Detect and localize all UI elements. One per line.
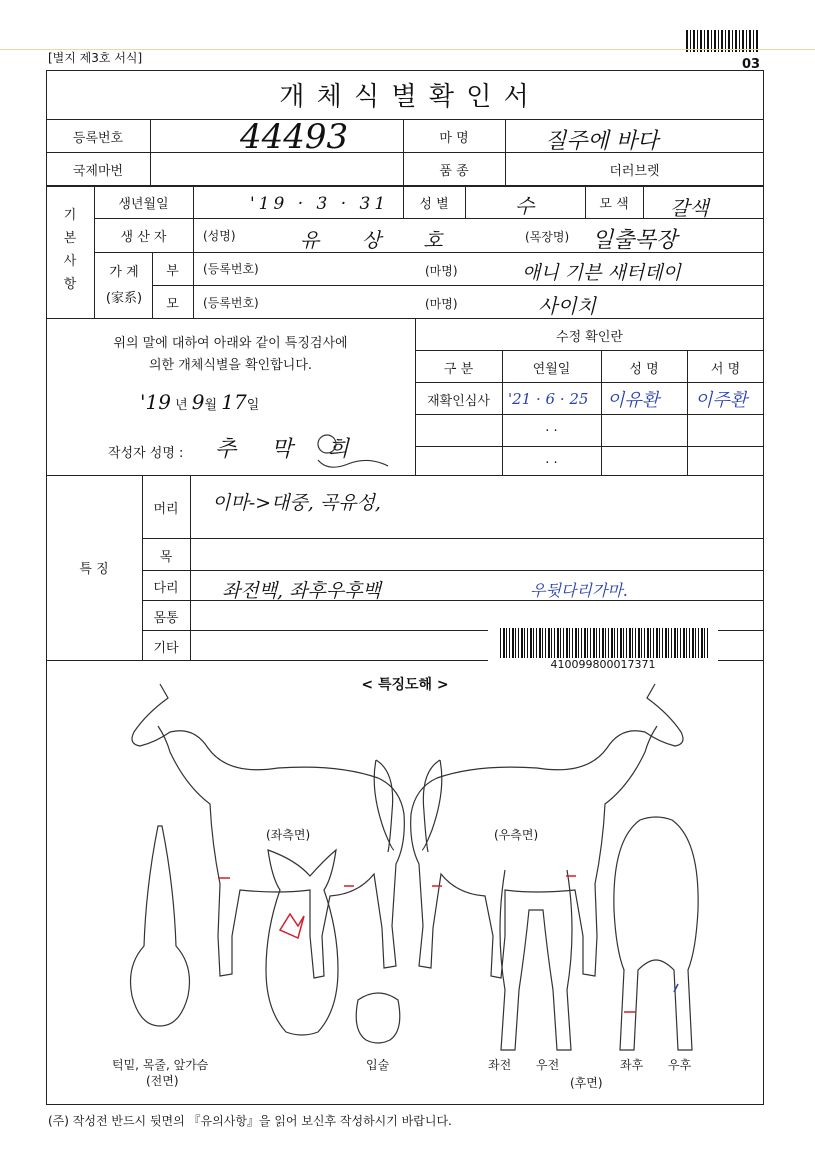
footer-note: (주) 작성전 반드시 뒷면의 『유의사항』을 읽어 보신후 작성하시기 바랍니다. (48, 1114, 452, 1128)
confirm-statement: 위의 말에 대하여 아래와 같이 특징검사에 의한 개체식별을 확인합니다. (113, 336, 348, 373)
breed-value: 더러브렛 (609, 164, 660, 179)
barcode-bars (500, 628, 710, 658)
horse-name-value: 질주에 바다 (545, 129, 659, 154)
birth-date-value: '19 · 3 · 31 (250, 194, 390, 214)
rear-left-caption: 좌후 (620, 1058, 644, 1072)
revision-row1-sign: 이주환 (695, 390, 748, 411)
left-side-caption: (좌측면) (266, 828, 311, 842)
sire-label: 부 (166, 264, 179, 279)
muzzle-caption: 입술 (366, 1058, 390, 1072)
revision-header-sign: 서 명 (710, 362, 741, 377)
dam-label: 모 (166, 297, 179, 312)
revision-row1-type: 재확인심사 (427, 394, 490, 409)
revision-title: 수정 확인란 (556, 330, 623, 345)
feature-label-body: 몸통 (153, 611, 179, 626)
page-title: 개 체 식 별 확 인 서 (279, 82, 531, 112)
diagram-title: < 특징도해 > (361, 677, 449, 693)
reg-no-label: 등록번호 (72, 131, 124, 146)
rear-view-caption: (후면) (570, 1076, 603, 1090)
farm-name-label: (목장명) (525, 230, 570, 244)
revision-row3-date: · · (545, 456, 558, 471)
coat-color-label: 모 색 (599, 197, 629, 212)
reg-no-value: 44493 (240, 117, 349, 157)
header-rule (0, 49, 815, 50)
revision-header-type: 구 분 (443, 362, 474, 377)
feature-label-other: 기타 (153, 641, 179, 656)
revision-row1-name: 이유환 (607, 390, 660, 411)
horse-name-label: 마 명 (439, 131, 469, 146)
producer-name-label: (성명) (203, 229, 236, 243)
revision-header-name: 성 명 (629, 362, 659, 377)
feature-value-legs: 좌전백, 좌후우후백 (222, 580, 381, 602)
lineage-label: 가 계 (家系) (105, 265, 143, 306)
front-view-label: (전면) (146, 1074, 179, 1088)
revision-row2-date: · · (545, 424, 558, 439)
writer-label: 작성자 성명 : (108, 446, 184, 461)
coat-color-value: 갈색 (670, 196, 709, 220)
farm-name-value: 일출목장 (592, 228, 678, 253)
producer-name-value: 유 상 호 (300, 228, 461, 252)
revision-row1-date: '21 · 6 · 25 (508, 390, 589, 408)
features-section-label: 특 징 (79, 562, 109, 577)
revision-header-date: 연월일 (532, 362, 571, 377)
form-number-label: [별지 제3호 서식] (48, 51, 143, 65)
right-side-caption: (우측면) (494, 828, 539, 842)
dam-name-label: (마명) (425, 297, 458, 311)
rear-right-caption: 우후 (668, 1058, 692, 1072)
writer-signature: 추 막 희 (215, 437, 363, 462)
feature-label-legs: 다리 (153, 581, 179, 596)
front-left-caption: 좌전 (488, 1058, 512, 1072)
confirm-date: '19 년 9월 17일 (140, 390, 260, 414)
dam-name-value: 사이치 (538, 294, 596, 318)
birth-date-label: 생년월일 (118, 197, 169, 212)
feature-label-head: 머리 (153, 502, 179, 517)
sire-name-label: (마명) (425, 264, 458, 278)
barcode-label (488, 624, 718, 672)
sire-name-value: 애니 기븐 새터데이 (522, 262, 681, 284)
breed-label: 품 종 (439, 164, 469, 179)
feature-value-head: 이마->대중, 곡유성, (212, 492, 381, 514)
barcode-number: 410099800017371 (550, 658, 656, 671)
intl-no-label: 국제마번 (72, 164, 124, 179)
dam-reg-label: (등록번호) (203, 296, 259, 310)
sex-value: 수 (515, 194, 535, 218)
front-view-caption: 턱밑, 목줄, 앞가슴 (112, 1058, 209, 1072)
basic-section-label: 기 본 사 항 (63, 208, 77, 292)
feature-value-legs-revision: 우뒷다리가마. (530, 581, 628, 600)
sire-reg-label: (등록번호) (203, 262, 259, 276)
front-right-caption: 우전 (536, 1058, 560, 1072)
sex-label: 성 별 (419, 197, 449, 212)
page-number: 03 (742, 57, 761, 72)
feature-label-neck: 목 (159, 550, 173, 565)
producer-label: 생 산 자 (120, 230, 167, 245)
